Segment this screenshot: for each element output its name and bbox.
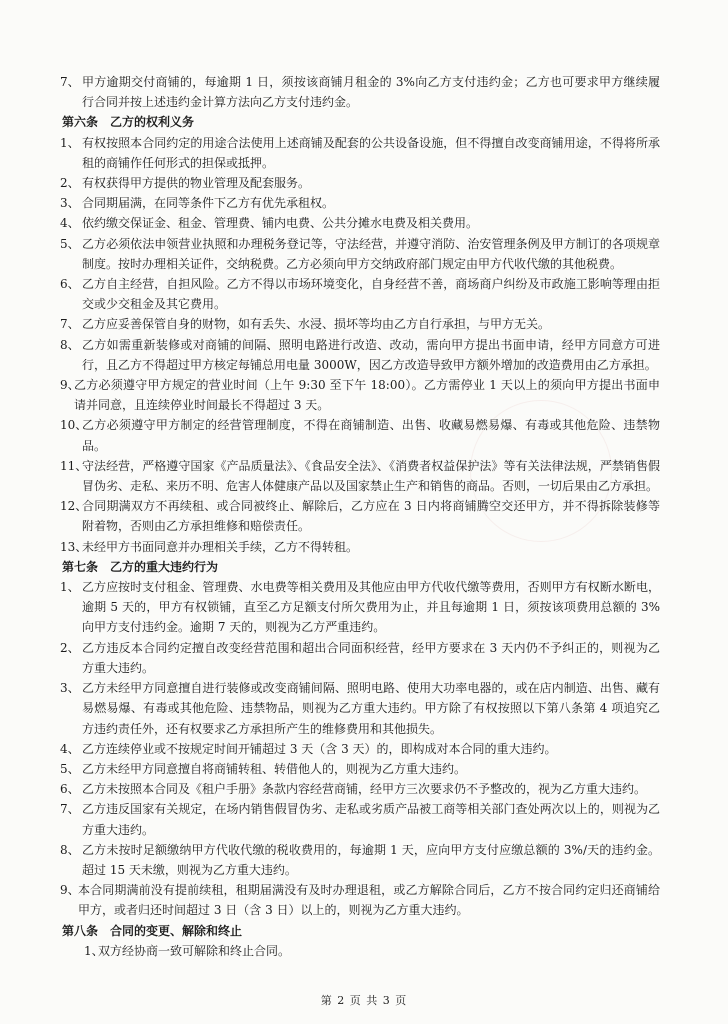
clause-number: 4、 bbox=[60, 741, 80, 756]
clause-item bbox=[60, 335, 660, 375]
clause-item bbox=[60, 739, 660, 759]
section-heading: 第七条 乙方的重大违约行为 bbox=[62, 559, 219, 574]
clause-number: 6、 bbox=[60, 277, 80, 292]
clause-item bbox=[60, 193, 660, 213]
clause-number: 4、 bbox=[60, 216, 80, 231]
clause-number: 7、 bbox=[60, 802, 80, 817]
clause-text: 乙方未按照本合同及《租户手册》条款内容经营商铺，经甲方三次要求仍不予整改的，视为乙方重大违约。 bbox=[82, 782, 647, 797]
clause-number: 1、 bbox=[60, 135, 80, 150]
clause-number: 11、 bbox=[60, 458, 88, 473]
clause-text: 依约缴交保证金、租金、管理费、铺内电费、公共分摊水电费及相关费用。 bbox=[82, 216, 479, 231]
clause-item bbox=[60, 173, 660, 193]
clause-item bbox=[60, 314, 660, 334]
clause-item bbox=[60, 638, 660, 678]
clause-item bbox=[60, 880, 660, 920]
clause-item bbox=[60, 577, 660, 638]
clause-number: 3、 bbox=[60, 196, 80, 211]
clause-number: 5、 bbox=[60, 761, 80, 776]
clause-number: 2、 bbox=[60, 176, 80, 191]
clause-text: 合同期届满，在同等条件下乙方有优先承租权。 bbox=[82, 196, 335, 211]
clause-item bbox=[60, 799, 660, 839]
clause-number: 12、 bbox=[60, 499, 88, 514]
clause-item bbox=[60, 456, 660, 496]
clause-item bbox=[60, 537, 660, 557]
clause-item bbox=[60, 779, 660, 799]
clause-number: 5、 bbox=[60, 236, 80, 251]
clause-text: 乙方必须遵守甲方制定的经营管理制度，不得在商铺制造、出售、收藏易燃易爆、有毒或其他危险、违禁物品。 bbox=[82, 418, 660, 453]
clause-number: 2、 bbox=[60, 640, 80, 655]
clause-item bbox=[60, 72, 660, 112]
clause-number: 7、 bbox=[60, 317, 80, 332]
clause-text: 乙方违反国家有关规定，在场内销售假冒伪劣、走私或劣质产品被工商等相关部门查处两次以上的，则视为乙方重大违约。 bbox=[82, 802, 660, 837]
clause-text: 乙方未按时足额缴纳甲方代收代缴的税收费用的，每逾期 1 天，应向甲方支付应缴总额的 3%/天的违约金。超过 15 天未缴，则视为乙方重大违约。 bbox=[82, 842, 660, 877]
clause-number: 9、 bbox=[60, 378, 80, 393]
clause-text: 乙方必须遵守甲方规定的营业时间（上午 9:30 至下午 18:00）。乙方需停业 1 天以上的须向甲方提出书面申请并同意，且连续停业时间最长不得超过 3 天。 bbox=[74, 378, 660, 413]
clause-text: 有权获得甲方提供的物业管理及配套服务。 bbox=[82, 176, 311, 191]
clause-text: 有权按照本合同约定的用途合法使用上述商铺及配套的公共设备设施，但不得擅自改变商铺用途，不得将所承租的商铺作任何形式的担保或抵押。 bbox=[82, 135, 660, 170]
clause-item bbox=[60, 496, 660, 536]
clause-text: 乙方应按时支付租金、管理费、水电费等相关费用及其他应由甲方代收代缴等费用，否则甲方有权断水断电，逾期 5 天的，甲方有权锁铺，直至乙方足额支付所欠费用为止，并且每逾期 1 日，须按该项费用总额的 3%向甲方支付违约金。逾期 7 天的，则视为乙方严重违约。 bbox=[82, 580, 660, 635]
clause-item bbox=[60, 133, 660, 173]
page-footer: 第 2 页 共 3 页 bbox=[320, 994, 408, 1007]
clause-item bbox=[60, 234, 660, 274]
clause-item bbox=[60, 678, 660, 739]
clause-text: 乙方连续停业或不按规定时间开铺超过 3 天（含 3 天）的，即构成对本合同的重大违约。 bbox=[82, 741, 557, 756]
clause-text: 合同期满双方不再续租、或合同被终止、解除后，乙方应在 3 日内将商铺腾空交还甲方，并不得拆除装修等附着物，否则由乙方承担维修和赔偿责任。 bbox=[82, 499, 660, 534]
section bbox=[60, 112, 660, 556]
clause-text: 未经甲方书面同意并办理相关手续，乙方不得转租。 bbox=[82, 539, 359, 554]
clause-text: 甲方逾期交付商铺的，每逾期 1 日，须按该商铺月租金的 3%向乙方支付违约金；乙方也可要求甲方继续履行合同并按上述违约金计算方法向乙方支付违约金。 bbox=[82, 75, 660, 110]
clause-text: 乙方必须依法申领营业执照和办理税务登记等，守法经营，并遵守消防、治安管理条例及甲方制订的各项规章制度。按时办理相关证件，交纳税费。乙方必须向甲方交纳政府部门规定由甲方代收代缴的其他税费。 bbox=[82, 236, 660, 271]
clause-item bbox=[60, 213, 660, 233]
clause-text: 乙方未经甲方同意擅自进行装修或改变商铺间隔、照明电路、使用大功率电器的，或在店内制造、出售、藏有易燃易爆、有毒或其他危险、违禁物品，则视为乙方重大违约。甲方除了有权按照以下第八条第 4 项追究乙方违约责任外，还有权要求乙方承担所产生的维修费用和其他损失。 bbox=[82, 681, 660, 736]
clause-text: 乙方应妥善保管自身的财物，如有丢失、水浸、损坏等均由乙方自行承担，与甲方无关。 bbox=[82, 317, 551, 332]
clause-text: 本合同期满前没有提前续租，租期届满没有及时办理退租，或乙方解除合同后，乙方不按合同约定归还商铺给甲方，或者归还时间超过 3 日（含 3 日）以上的，则视为乙方重大违约。 bbox=[78, 883, 660, 918]
clause-number: 8、 bbox=[60, 842, 80, 857]
clause-text: 双方经协商一致可解除和终止合同。 bbox=[98, 943, 291, 958]
clause-text: 乙方自主经营，自担风险。乙方不得以市场环境变化，自身经营不善，商场商户纠纷及市政施工影响等理由拒交或少交租金及其它费用。 bbox=[82, 277, 660, 312]
section-heading: 第八条 合同的变更、解除和终止 bbox=[62, 923, 243, 938]
clause-text: 乙方未经甲方同意擅自将商铺转租、转借他人的，则视为乙方重大违约。 bbox=[82, 761, 467, 776]
clause-number: 9、 bbox=[60, 883, 80, 898]
clause-text: 乙方违反本合同约定擅自改变经营范围和超出合同面积经营，经甲方要求在 3 天内仍不予纠正的，则视为乙方重大违约。 bbox=[82, 640, 660, 675]
clause-item bbox=[60, 415, 660, 455]
clause-text: 乙方如需重新装修或对商铺的间隔、照明电路进行改造、改动，需向甲方提出书面申请，经甲方同意方可进行，且乙方不得超过甲方核定每铺总用电量 3000W，因乙方改造导致甲方额外增加的改造费用由乙方承担。 bbox=[82, 337, 660, 372]
clause-item bbox=[60, 375, 660, 415]
contract-body bbox=[60, 72, 660, 961]
clause-number: 1、 bbox=[60, 580, 80, 595]
clause-item bbox=[84, 941, 660, 961]
clause-number: 7、 bbox=[60, 75, 80, 89]
clause-item bbox=[60, 759, 660, 779]
clause-item bbox=[60, 840, 660, 880]
clause-number: 8、 bbox=[60, 337, 80, 352]
clause-number: 1、 bbox=[84, 943, 104, 958]
section-heading: 第六条 乙方的权利义务 bbox=[62, 115, 195, 130]
clause-number: 3、 bbox=[60, 681, 80, 696]
clause-text: 守法经营，严格遵守国家《产品质量法》、《食品安全法》、《消费者权益保护法》等有关法律法规，严禁销售假冒伪劣、走私、来历不明、危害人体健康产品以及国家禁止生产和销售的商品。否则，一切后果由乙方承担。 bbox=[82, 458, 660, 494]
clause-number: 6、 bbox=[60, 782, 80, 797]
section bbox=[60, 921, 660, 961]
section bbox=[60, 557, 660, 921]
clause-number: 13、 bbox=[60, 539, 88, 554]
clause-number: 10、 bbox=[60, 418, 88, 433]
clause-item bbox=[60, 274, 660, 314]
section bbox=[60, 72, 660, 112]
